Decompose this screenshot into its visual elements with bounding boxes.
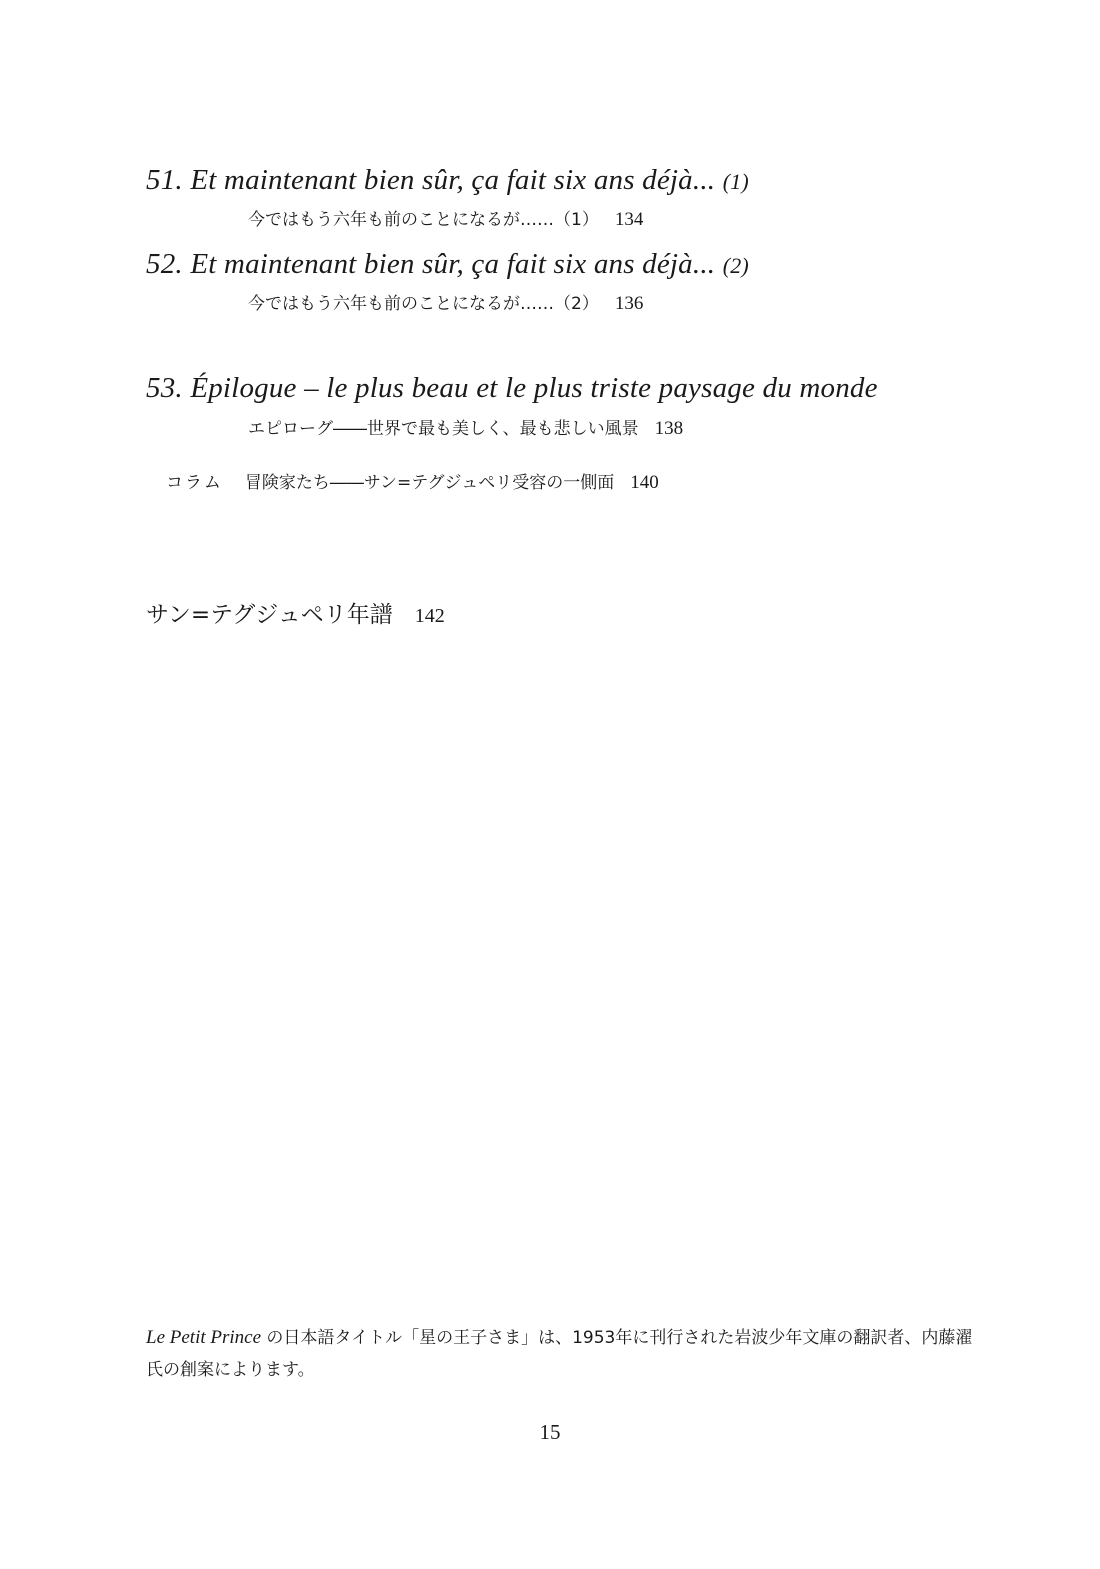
entry-page-number: 134	[614, 209, 644, 230]
entry-page-number: 136	[614, 293, 644, 314]
toc-entry-53-japanese-title	[248, 414, 683, 440]
entry-page-number: 138	[654, 418, 684, 439]
entry-number: 53.	[146, 372, 183, 404]
toc-entry-52-japanese-title	[248, 289, 643, 315]
entry-title-fr: Épilogue – le plus beau et le plus triste paysage du monde	[190, 372, 878, 404]
toc-entry-51-french-title[interactable]	[146, 164, 749, 197]
toc-entry-52-french-title[interactable]	[146, 248, 749, 281]
entry-title-ja: 今ではもう六年も前のことになるが……（1）	[248, 210, 599, 230]
entry-number: 51.	[146, 164, 183, 196]
chronology-page-number: 142	[414, 605, 445, 627]
entry-number: 52.	[146, 248, 183, 280]
column-page-number: 140	[630, 472, 659, 493]
entry-title-fr: Et maintenant bien sûr, ça fait six ans déjà...	[190, 164, 716, 196]
toc-chronology-entry[interactable]	[146, 596, 445, 629]
page-number: 15	[539, 1420, 561, 1444]
entry-part: (2)	[722, 253, 749, 278]
footnote-text: の日本語タイトル「星の王子さま」は、1953年に刊行された岩波少年文庫の翻訳者、内藤濯氏の創案によります。	[146, 1328, 973, 1380]
column-label: コラム	[166, 473, 223, 493]
entry-title-fr: Et maintenant bien sûr, ça fait six ans déjà...	[190, 248, 716, 280]
toc-column-entry[interactable]	[166, 468, 659, 494]
entry-title-ja: エピローグ――世界で最も美しく、最も悲しい風景	[248, 419, 639, 439]
toc-entry-53-french-title[interactable]	[146, 372, 878, 405]
column-title: 冒険家たち――サン=テグジュペリ受容の一側面	[244, 473, 615, 493]
title-footnote	[146, 1322, 976, 1386]
chronology-title: サン=テグジュペリ年譜	[146, 602, 393, 628]
toc-entry-51-japanese-title	[248, 205, 643, 231]
footnote-italic-title: Le Petit Prince	[146, 1327, 262, 1348]
entry-title-ja: 今ではもう六年も前のことになるが……（2）	[248, 294, 599, 314]
entry-part: (1)	[722, 169, 749, 194]
